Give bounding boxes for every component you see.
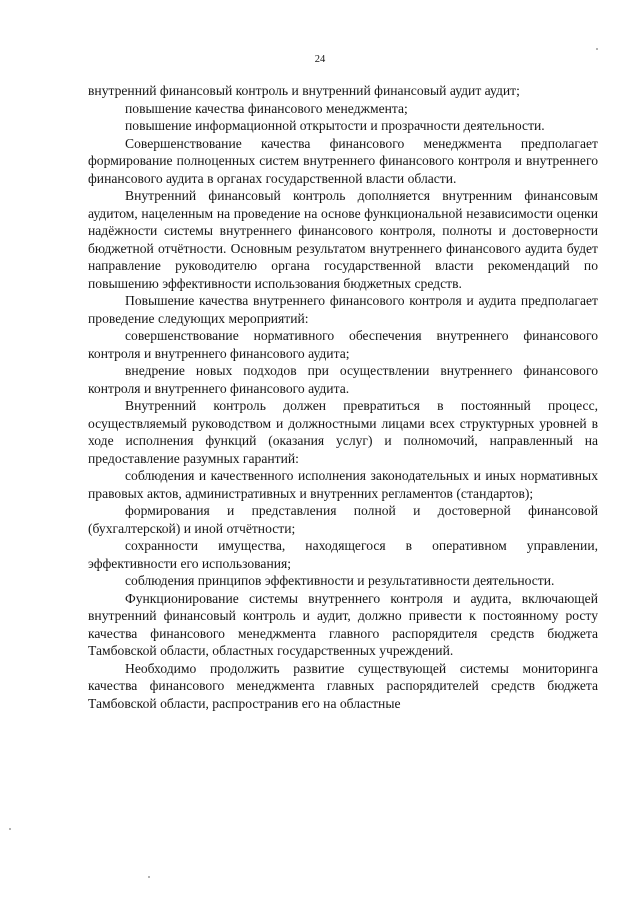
paragraph: соблюдения и качественного исполнения законодательных и иных нормативных правовых актов, административных и внутренних регламентов (стандартов); [88,468,598,501]
body-text [88,82,598,712]
paragraph: повышение качества финансового менеджмента; [125,100,408,116]
page-number: 24 [314,54,326,65]
paragraph: сохранности имущества, находящегося в оперативном управлении, эффективности его использования; [88,538,598,571]
paragraph: совершенствование нормативного обеспечения внутреннего финансового контроля и внутреннего финансового аудита; [88,328,598,361]
scan-speck [9,828,11,830]
paragraph: формирования и представления полной и достоверной финансовой (бухгалтерской) и иной отчётности; [88,503,598,536]
paragraph: Необходимо продолжить развитие существующей системы мониторинга качества финансового менеджмента главных распорядителей средств бюджета Тамбовской области, распространив его на областные [88,660,598,711]
scan-speck [148,876,150,878]
paragraph: Внутренний финансовый контроль дополняется внутренним финансовым аудитом, нацеленным на проведение на основе функциональной независимости оценки надёжности системы внутреннего финансового контроля, полноты и достоверности бюджетной отчётности. Основным результатом внутреннего финансового аудита будет направление руководителю органа государственной власти рекомендаций по повышению эффективности использования бюджетных средств. [88,188,598,291]
paragraph: соблюдения принципов эффективности и результативности деятельности. [125,573,555,588]
paragraph: внедрение новых подходов при осуществлении внутреннего финансового контроля и внутреннего финансового аудита. [88,363,598,396]
paragraph: Совершенствование качества финансового менеджмента предполагает формирование полноценных систем внутреннего финансового контроля и внутреннего финансового аудита в органах государственной власти области. [88,135,598,186]
paragraph: внутренний финансовый контроль и внутренний финансовый аудит аудит; [88,83,520,98]
paragraph: Внутренний контроль должен превратиться в постоянный процесс, осуществляемый руководством и должностными лицами всех структурных уровней в ходе исполнения функций (оказания услуг) и полномочий, направленный на предоставление разумных гарантий: [88,398,598,466]
paragraph: Повышение качества внутреннего финансового контроля и аудита предполагает проведение следующих мероприятий: [88,293,598,326]
paragraph: Функционирование системы внутреннего контроля и аудита, включающей внутренний финансовый контроль и аудит, должно привести к постоянному росту качества финансового менеджмента главного распорядителя средств бюджета Тамбовской области, областных государственных учреждений. [88,590,598,658]
scan-speck [596,48,598,50]
paragraph: повышение информационной открытости и прозрачности деятельности. [125,118,545,133]
